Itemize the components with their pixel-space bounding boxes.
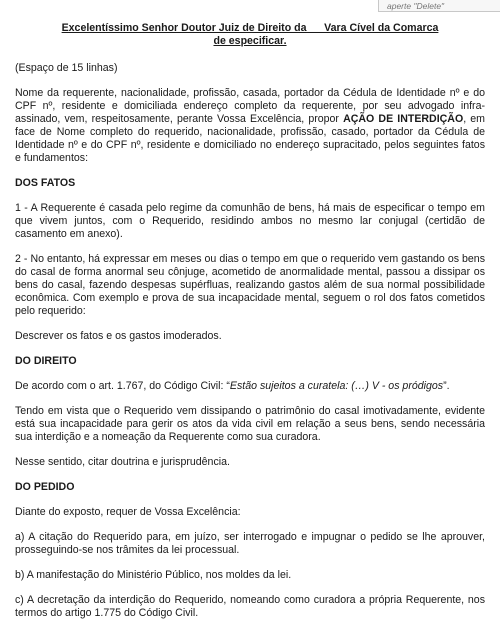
direito-paragraph-1 [15, 380, 485, 393]
petition-document [15, 22, 485, 632]
title-line-1: Excelentíssimo Senhor Doutor Juiz de Direito da __ Vara Cível da Comarca [61, 22, 439, 34]
heading-do-pedido: DO PEDIDO [15, 481, 75, 493]
intro-part-2: , em face de Nome completo do requerido, nacionalidade, profissão, casado, portador da Cédula de Identidade nº e do CPF nº, residente e domiciliado no endereço supracitado, pelos seguintes fatos e fundamentos: [15, 113, 485, 164]
fatos-paragraph-1: 1 - A Requerente é casada pelo regime da comunhão de bens, há mais de especificar o tempo em que vivem juntos, com o Requerido, residindo ambos no mesmo lar conjugal (certidão de casamento em anexo). [15, 202, 485, 240]
intro-part-1: Nome da requerente, nacionalidade, profissão, casada, portador da Cédula de Identidade nº e do CPF nº, residente e domiciliada endereço completo da requerente, por seu advogado infra-assinado, vem, respeitosamente, perante Vossa Excelência, propor [15, 87, 485, 125]
intro-paragraph [15, 87, 485, 165]
fatos-paragraph-3: Descrever os fatos e os gastos imoderados. [15, 330, 222, 342]
document-title [15, 22, 485, 48]
direito-quote-suffix: ”. [443, 380, 450, 392]
direito-paragraph-3: Nesse sentido, citar doutrina e jurisprudência. [15, 456, 230, 468]
title-line-2: de especificar. [213, 35, 287, 47]
pedido-item-a: a) A citação do Requerido para, em juízo, ser interrogado e impugnar o pedido se lhe aprouver, prosseguindo-se nos trâmites da lei processual. [15, 531, 485, 556]
spacing-note: (Espaço de 15 linhas) [15, 62, 118, 74]
fatos-paragraph-2: 2 - No entanto, há expressar em meses ou dias o tempo em que o requerido vem gastando os bens do casal de forma anormal seu cônjuge, acometido de anormalidade mental, passou a dissipar os bens do casal, fazendo despesas supérfluas, realizando gastos além de sua normal possibilidade econômica. Com exemplo e prova de sua incapacidade mental, seguem o rol dos fatos cometidos pelo requerido: [15, 253, 485, 317]
pedido-item-b: b) A manifestação do Ministério Público, nos moldes da lei. [15, 569, 292, 581]
delete-hint-box: aperte "Delete" [378, 0, 500, 12]
pedido-item-c: c) A decretação da interdição do Requerido, nomeando como curadora a própria Requerente, nos termos do artigo 1.775 do Código Civil. [15, 594, 485, 619]
action-name: AÇÃO DE INTERDIÇÃO [343, 113, 464, 125]
heading-dos-fatos: DOS FATOS [15, 177, 76, 189]
direito-quote-text: Estão sujeitos a curatela: (…) V - os pródigos [229, 380, 444, 392]
direito-quote-prefix: De acordo com o art. 1.767, do Código Civil: “ [15, 380, 230, 392]
direito-paragraph-2: Tendo em vista que o Requerido vem dissipando o patrimônio do casal imotivadamente, evidente está sua incapacidade para gerir os atos da vida civil em relação a seus bens, sendo necessária sua interdição e a nomeação da Requerente como sua curadora. [15, 405, 485, 443]
heading-do-direito: DO DIREITO [15, 355, 77, 367]
pedido-intro: Diante do exposto, requer de Vossa Excelência: [15, 506, 241, 518]
